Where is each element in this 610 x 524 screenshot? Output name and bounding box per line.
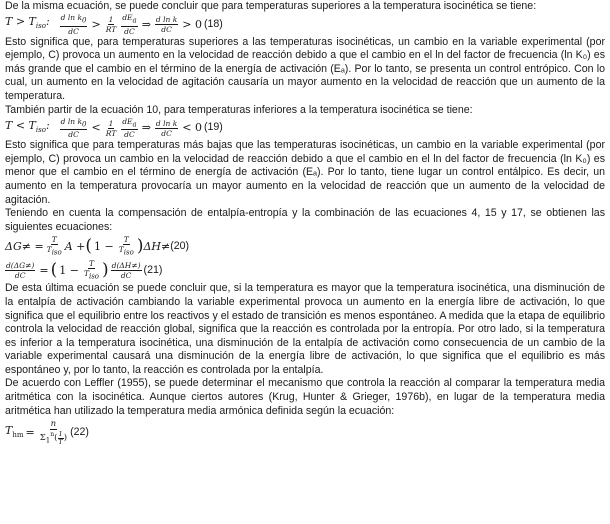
eq18-lhs: $T > T_{iso}$:	[5, 15, 50, 31]
eq21-frac-2: $\frac{T}{T_{iso}}$	[83, 259, 99, 281]
paragraph-5: Teniendo en cuenta la compensación de entalpía-entropía y la combinación de las ecuaciones 4, 15 y 17, se obtienen las siguientes ecuaciones:	[5, 207, 605, 233]
sigma-symbol: $\Sigma_1^n$	[39, 431, 55, 445]
equation-18	[5, 14, 605, 36]
paragraph-6: De esta última ecuación se puede concluir que, si la temperatura es mayor que la temperatura isocinética, una disminución de la entalpía de activación cambiando la variable experimental provoca un aumento en la energía libre de activación, lo que significa que el equilibrio entre los reactivos y el estado de transición es menos espontáneo. A medida que la etapa de equilibrio controla la velocidad de reacción global, significa que la reacción es controlada por la entropía. Por otro lado, si la temperatura es inferior a la temperatura isocinética, una disminución de la entalpía de activación como consecuencia de un cambio de la variable experimental causará una disminución de la energía libre de activación, lo que significa que el equilibrio es más espontáneo y, por lo tanto, la reacción es controlada por la entalpía.	[5, 282, 605, 376]
eq21-number: (21)	[143, 263, 163, 276]
eq20-a: A +	[64, 239, 86, 253]
eq19-frac-3: $\frac{dE_a}{dC}$	[122, 116, 137, 140]
eq19-lhs: $T < T_{iso}$:	[5, 118, 50, 134]
eq21-paren-open: (	[50, 259, 58, 280]
paragraph-2: Esto significa que, para temperaturas superiores a las temperaturas isocinéticas, un cambio en la variable experimental (por ejemplo, C) provoca un aumento en la velocidad de reacción debido a que el cambio en el ln del factor de frecuencia (ln K₀) es más grande que el cambio en el término de la energía de activación (Eₐ). Por lo tanto, se presenta un control entrópico. Con lo cual, un aumento en la velocidad de agitación causaría un mayor aumento en la velocidad de reacción que un aumento de la temperatura.	[5, 35, 605, 102]
paragraph-3: También partir de la ecuación 10, para temperaturas inferiores a la temperatura isocinética se tiene:	[5, 103, 473, 116]
paragraph-1: De la misma ecuación, se puede concluir que para temperaturas superiores a la temperatura isocinética se tiene:	[5, 0, 537, 12]
eq19-frac-1: $\frac{d \ln k_0}{dC}$	[60, 116, 87, 140]
equation-19	[5, 117, 605, 139]
eq19-number: (19)	[203, 121, 223, 134]
eq20-paren-open: (	[85, 235, 93, 256]
eq21-frac-1: $\frac{d(\Delta G\ne)}{dC}$	[6, 260, 35, 280]
eq20-frac-2: $\frac{T}{T_{iso}}$	[118, 235, 134, 257]
eq22-number: (22)	[70, 426, 89, 439]
eq18-gt: >	[91, 17, 101, 31]
eq18-rhs: > 0	[182, 17, 202, 31]
eq19-rhs: < 0	[182, 121, 202, 135]
eq18-number: (18)	[203, 17, 223, 30]
eq22-inner-frac: $\frac{1}{T}$	[58, 429, 63, 446]
eq19-frac-4: $\frac{\text{d ln k}}{dC}$	[155, 118, 178, 138]
eq21-one-minus: 1 −	[59, 263, 79, 277]
eq19-lt: <	[91, 121, 101, 135]
eq18-frac-2: $\frac{1}{RT}$	[105, 15, 117, 35]
eq21-eq: =	[39, 263, 49, 277]
equation-22	[5, 418, 605, 448]
eq21-frac-3: $\frac{d(\Delta H\ne)}{dC}$	[111, 260, 141, 280]
eq18-frac-1: $\frac{d \ln k_0}{dC}$	[60, 13, 87, 36]
equation-20	[5, 234, 605, 258]
eq20-paren-close: )	[136, 235, 144, 256]
paragraph-4: Esto significa que para temperaturas más bajas que las temperaturas isocinéticas, un cambio en la variable experimental (por ejemplo, C) provoca un cambio en la velocidad de reacción debido a que el cambio en el ln del factor de frecuencia (ln K₀) es menor que el cambio en el término de energía de activación (Eₐ). Por lo tanto, tiene lugar un control entálpico. Es decir, un aumento en la temperatura provocaría un mayor aumento en la velocidad de reacción que un aumento de la velocidad de agitación.	[5, 139, 605, 206]
eq18-arrow: ⇒	[141, 17, 151, 31]
eq20-lhs: ΔG≠ =	[5, 239, 44, 253]
eq20-one-minus: 1 −	[94, 239, 114, 253]
eq22-lhs: $T_{hm}$	[5, 423, 24, 440]
paragraph-7: De acuerdo con Leffler (1955), se puede determinar el mecanismo que controla la reacción al comparar la temperatura media aritmética con la isocinética. Aunque ciertos autores (Krug, Hunter & Grieger, 1976b), en lugar de la temperatura media aritmética han utilizado la temperatura media armónica definida según la ecuación:	[5, 377, 605, 417]
eq18-frac-3: $\frac{dE_a}{dC}$	[122, 13, 137, 36]
eq20-frac-1: $\frac{T}{T_{iso}}$	[46, 235, 62, 257]
eq18-frac-4: $\frac{\text{d ln k}}{dC}$	[155, 15, 178, 35]
eq21-paren-close: )	[102, 259, 109, 280]
eq20-dh: ΔH≠	[143, 239, 171, 253]
eq22-eq: =	[25, 426, 35, 440]
eq22-frac: n $\Sigma_1^n$ ( $\frac{1}{T}$ )	[39, 419, 68, 446]
eq19-frac-2: $\frac{1}{RT}$	[105, 118, 117, 138]
equation-21	[5, 258, 605, 282]
eq20-number: (20)	[170, 239, 190, 252]
eq19-arrow: ⇒	[141, 121, 151, 135]
